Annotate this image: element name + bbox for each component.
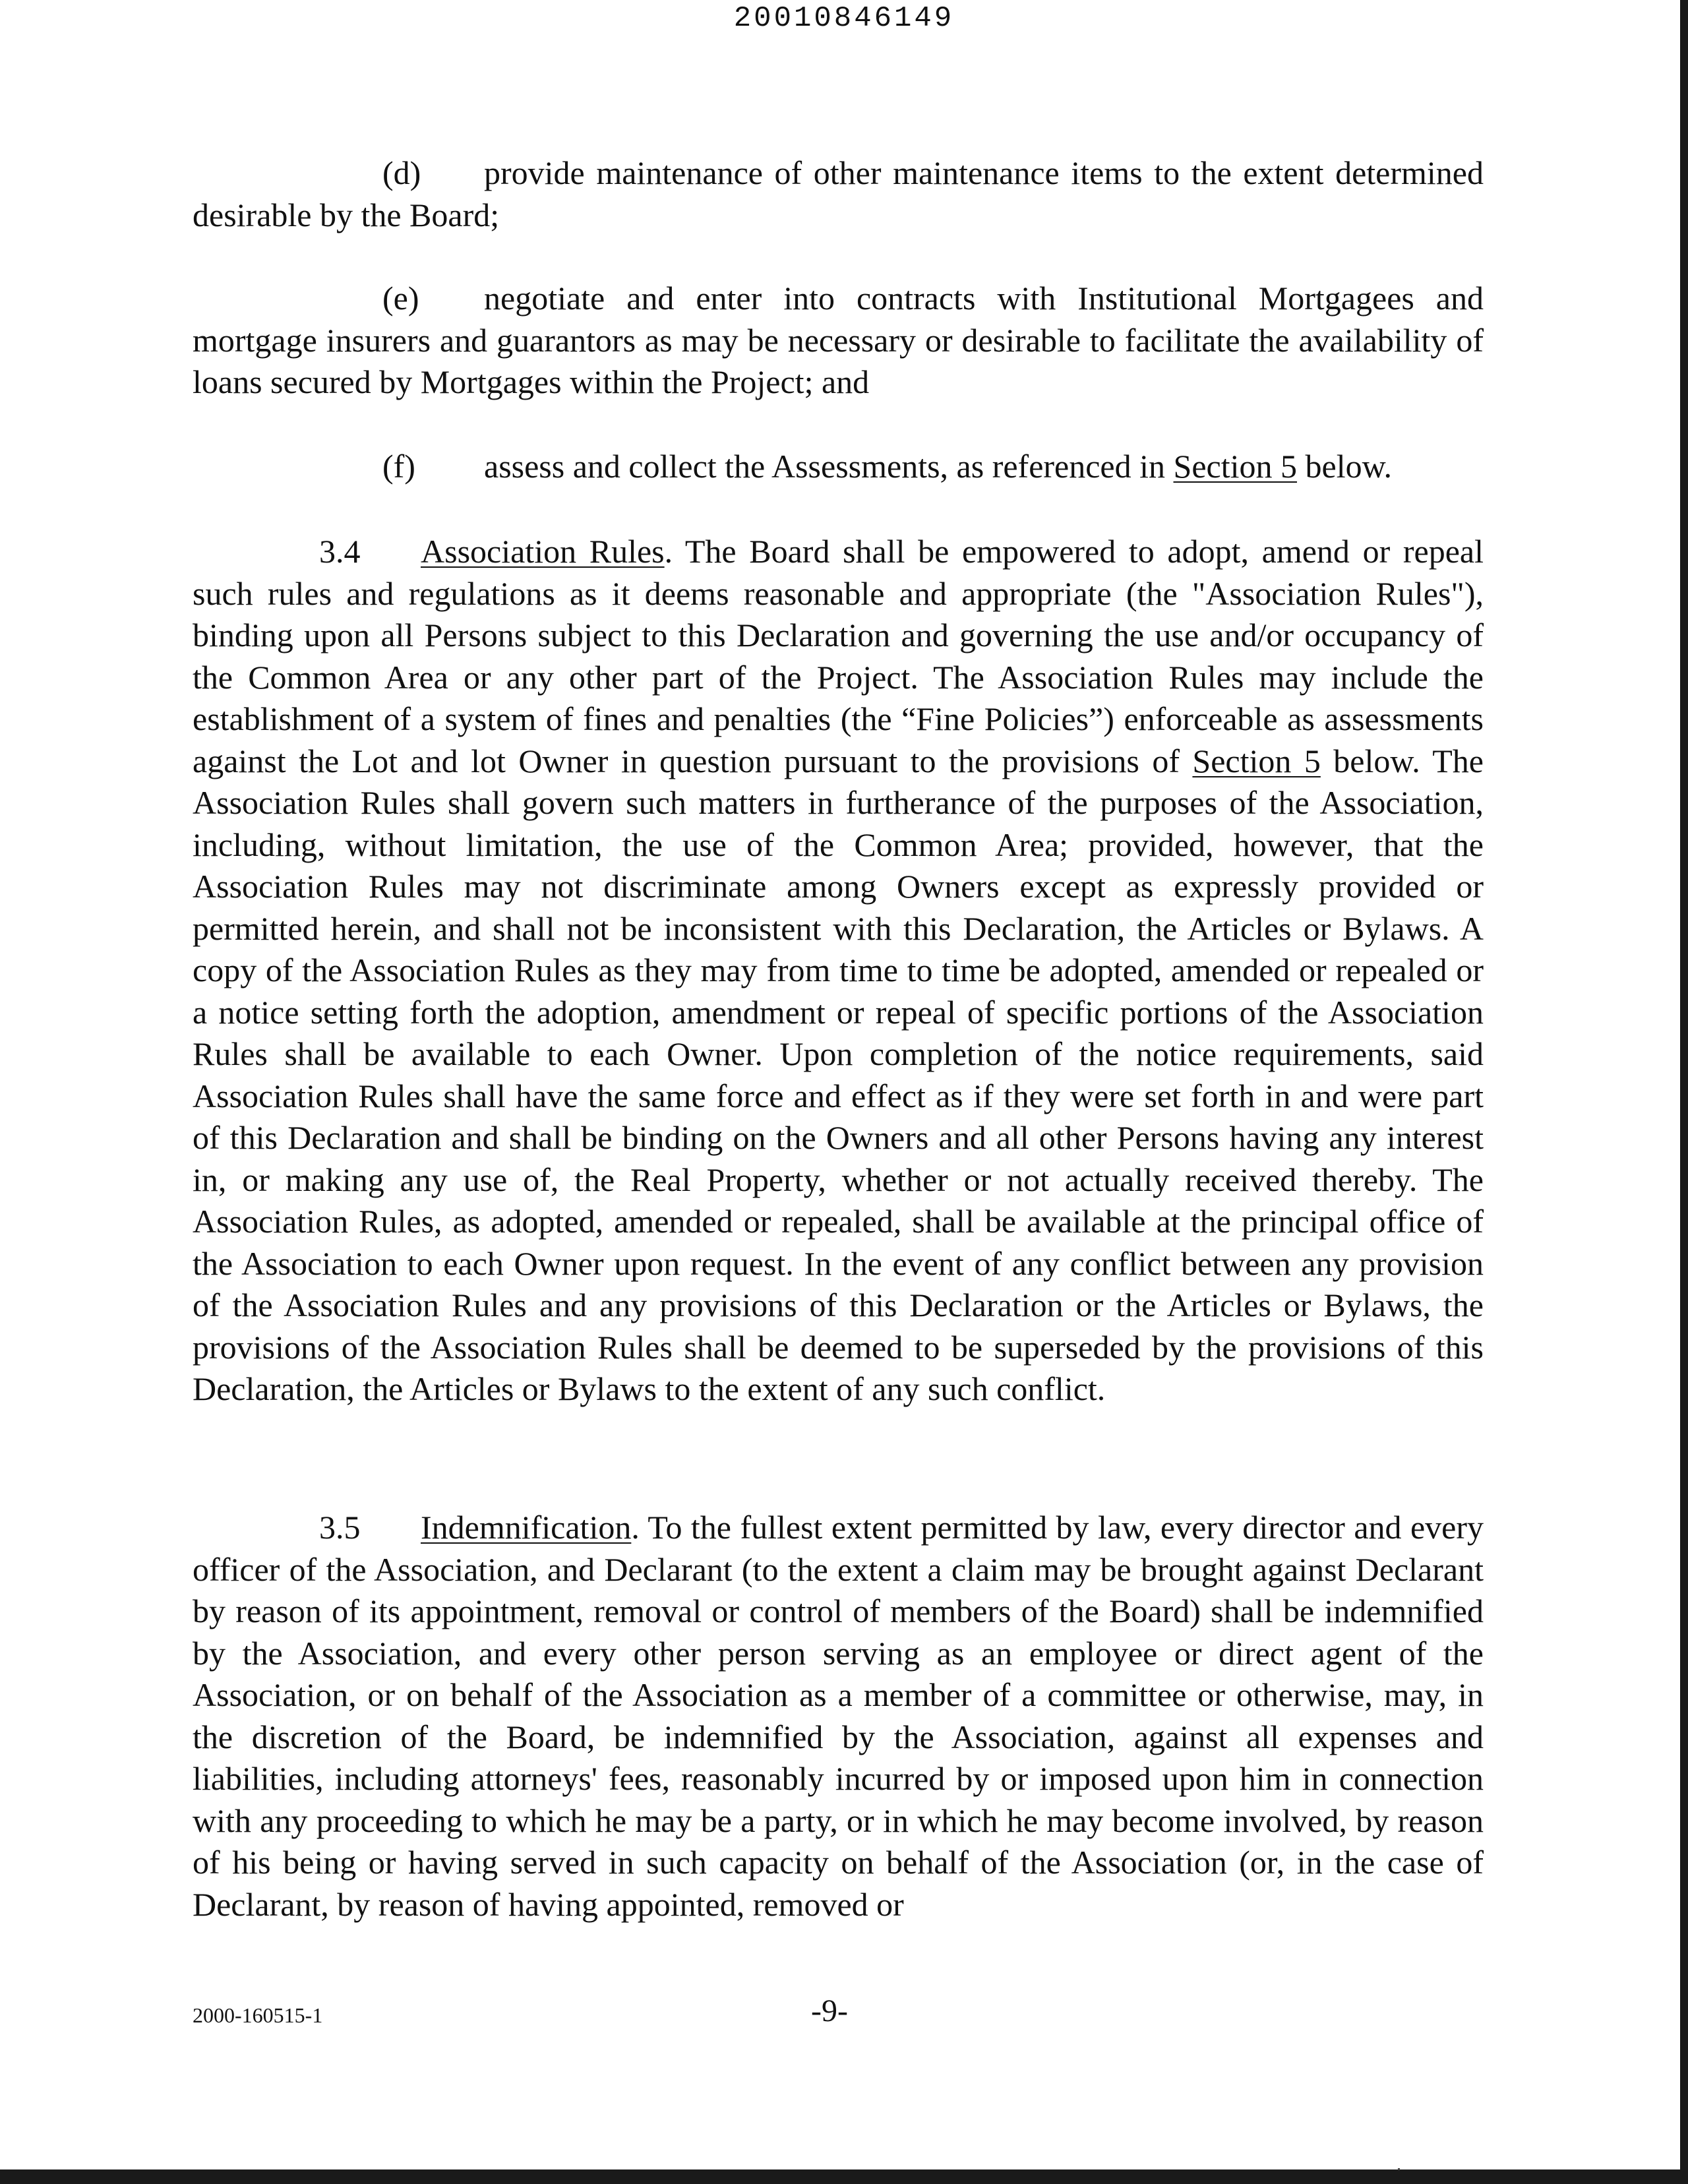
item-f-label: (f) bbox=[382, 448, 415, 485]
section-5-reference: Section 5 bbox=[1173, 448, 1297, 485]
page-number: -9- bbox=[811, 1993, 848, 2028]
section-3-4-heading: Association Rules bbox=[421, 533, 665, 570]
scan-right-border bbox=[1680, 0, 1688, 2184]
item-d bbox=[193, 152, 1484, 236]
section-3-5-text: . To the fullest extent permitted by law, every director and every officer of the Association, and Declarant (to the extent a claim may be brought against Declarant by reason of its appointment, removal or control of members of the Board) shall be indemnified by the Association, and every other person serving as an employee or direct agent of the Association, or on behalf of the Association as a member of a committee or otherwise, may, in the discretion of the Board, be indemnified by the Association, against all expenses and liabilities, including attorneys' fees, reasonably incurred by or imposed upon him in connection with any proceeding to which he may be a party, or in which he may become involved, by reason of his being or having served in such capacity on behalf of the Association (or, in the case of Declarant, by reason of having appointed, removed or bbox=[193, 1509, 1484, 1923]
item-e-text: negotiate and enter into contracts with Institutional Mortgagees and mortgage insurers and guarantors as may be necessary or desirable to facilitate the availability of loans secured by Mortgages within the Project; and bbox=[193, 280, 1484, 400]
document-id: 2000-160515-1 bbox=[193, 2003, 323, 2027]
section-5-reference: Section 5 bbox=[1192, 742, 1321, 779]
item-d-text: provide maintenance of other maintenance items to the extent determined desirable by the Board; bbox=[193, 154, 1484, 233]
section-3-5-number: 3.5 bbox=[319, 1509, 361, 1546]
bates-number: 20010846149 bbox=[733, 2, 955, 35]
item-d-label: (d) bbox=[382, 154, 421, 191]
section-3-4 bbox=[193, 531, 1484, 1410]
section-3-4-text-a: . The Board shall be empowered to adopt, amend or repeal such rules and regulations as it deems reasonable and appropriate (the "Association Rules"), binding upon all Persons subject to this Declaration and governing the use and/or occupancy of the Common Area or any other part of the Project. The Association Rules may include the establishment of a system of fines and penalties (the “Fine Policies”) enforceable as assessments against the Lot and lot Owner in question pursuant to the provisions of bbox=[193, 533, 1484, 779]
section-3-4-number: 3.4 bbox=[319, 533, 361, 570]
scan-bottom-border bbox=[0, 2169, 1688, 2184]
item-e-label: (e) bbox=[382, 280, 419, 317]
section-3-4-text-b: below. The Association Rules shall govern such matters in furtherance of the purposes of the Association, including, without limitation, the use of the Common Area; provided, however, that the Association Rules may not discriminate among Owners except as expressly provided or permitted herein, and shall not be inconsistent with this Declaration, the Articles or Bylaws. A copy of the Association Rules as they may from time to time be adopted, amended or repealed or a notice setting forth the adoption, amendment or repeal of specific portions of the Association Rules shall be available to each Owner. Upon completion of the notice requirements, said Association Rules shall have the same force and effect as if they were set forth in and were part of this Declaration and shall be binding on the Owners and all other Persons having any interest in, or making any use of, the Real Property, whether or not actually received thereby. The Association Rules, as adopted, amended or repealed, shall be available at the principal office of the Association to each Owner upon request. In the event of any conflict between any provision of the Association Rules and any provisions of this Declaration or the Articles or Bylaws, the provisions of the Association Rules shall be deemed to be superseded by the provisions of this Declaration, the Articles or Bylaws to the extent of any such conflict. bbox=[193, 742, 1484, 1407]
section-3-5 bbox=[193, 1507, 1484, 1926]
scan-speck bbox=[1398, 2168, 1400, 2170]
item-f bbox=[193, 446, 1484, 488]
item-e bbox=[193, 278, 1484, 404]
item-f-text-before: assess and collect the Assessments, as referenced in bbox=[484, 448, 1174, 485]
section-3-5-heading: Indemnification bbox=[421, 1509, 632, 1546]
item-f-text-after: below. bbox=[1297, 448, 1392, 485]
